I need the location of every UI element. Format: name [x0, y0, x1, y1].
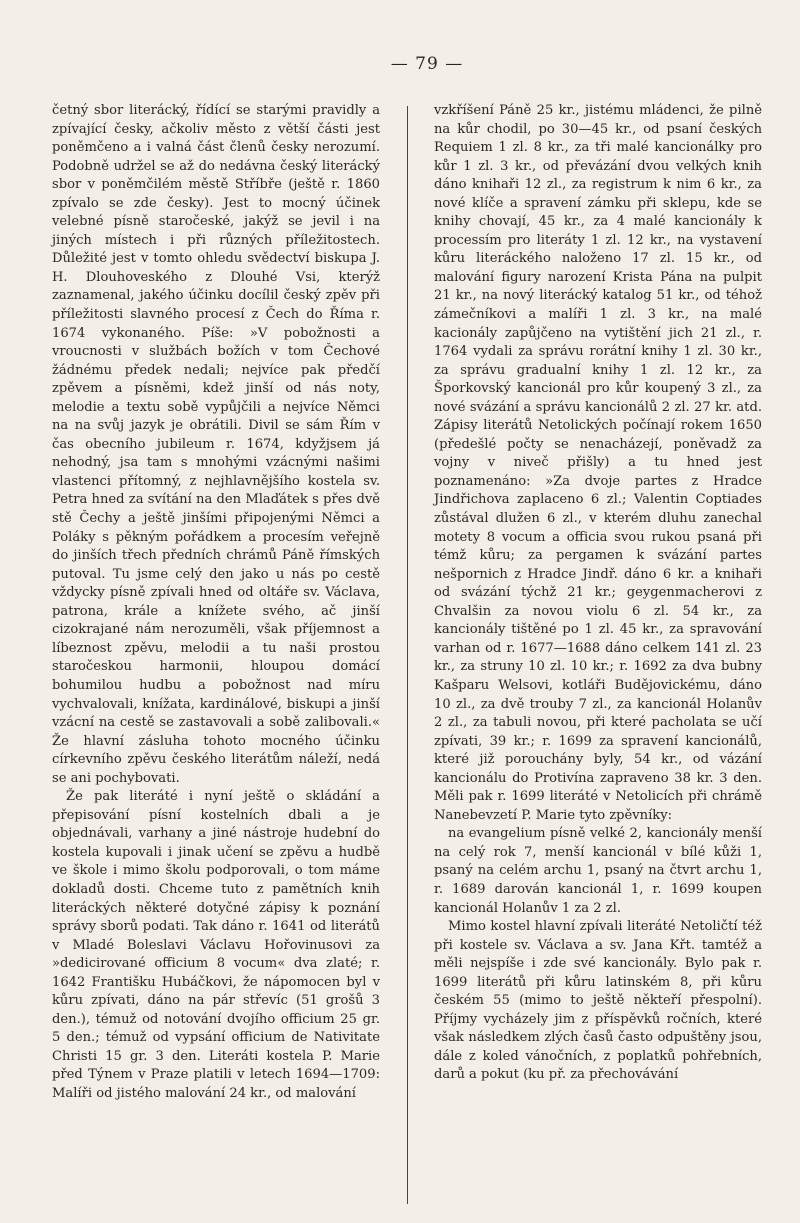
- right-paragraph-3: Mimo kostel hlavní zpívali literáté Netoličtí též při kostele sv. Václava a sv. Jana Křt. tamtéž a měli nejspíše i zde své kancionály. Bylo pak r. 1699 literátů při kůru latinském 8, při kůru českém 55 (mimo to ještě někteří přespolní). Příjmy vycházely jim z příspěvků ročních, které však následkem zlých časů často odpuštěny jsou, dále z koled vánočních, z poplatků pohřebních, darů a pokut (ku př. za přechovávání: [434, 919, 762, 1083]
- right-column: [434, 102, 762, 1204]
- left-paragraph-2: Že pak literáté i nyní ještě o skládání a přepisování písní kostelních dbali a je objednávali, varhany a jiné nástroje hudební do kostela kupovali i jinak učení se zpěvu a hudbě ve škole i mimo školu podporovali, o tom máme dokladů dosti. Chceme tuto z pamětních knih literáckých některé dotyčné zápisy k poznání správy sborů podati. Tak dáno r. 1641 od literátů v Mladé Boleslavi Václavu Hořovinusovi za »dedicirované officium 8 vocum« dva zlaté; r. 1642 Františku Hubáčkovi, že nápomocen byl v kůru zpívati, dáno na pár střevíc (51 grošů 3 den.), témuž od notování dvojího officium 25 gr. 5 den.; témuž od vypsání officium de Nativitate Christi 15 gr. 3 den. Literáti kostela P. Marie před Týnem v Praze platili v letech 1694—1709: Malíři od jistého malování 24 kr., od malování: [52, 789, 380, 1101]
- column-divider: [407, 106, 408, 1204]
- page-number: — 79 —: [390, 54, 464, 74]
- right-paragraph-1: vzkříšení Páně 25 kr., jistému mládenci, že pilně na kůr chodil, po 30—45 kr., od psaní českých Requiem 1 zl. 8 kr., za tři malé kancionálky pro kůr 1 zl. 3 kr., od převázání dvou velkých knih dáno knihaři 12 zl., za registrum k nim 6 kr., za nové klíče a spravení zámku při sklepu, kde se knihy chovají, 45 kr., za 4 malé kancionály k processím pro literáty 1 zl. 12 kr., na vystavení kůru literáckého naloženo 17 zl. 15 kr., od malování figury narození Krista Pána na pulpit 21 kr., na nový literácký katalog 51 kr., od téhož zámečníkovi a malíři 1 zl. 3 kr., na malé kacionály zapůjčeno na vytištění jich 21 zl., r. 1764 vydali za správu rorátní knihy 1 zl. 30 kr., za správu gradualní knihy 1 zl. 12 kr., za Šporkovský kancionál pro kůr koupený 3 zl., za nové svázání a správu kancionálů 2 zl. 27 kr. atd. Zápisy literátů Netolických počínají rokem 1650 (předešlé počty se nenacházejí, poněvadž za vojny v niveč přišly) a tu hned jest poznamenáno: »Za dvoje partes z Hradce Jindřichova zaplaceno 6 zl.; Valentin Coptiades zůstával dlužen 6 zl., v kterém dluhu zanechal motety 8 vocum a officia svou rukou psaná při témž kůru; za pergamen k svázání partes nešpornich z Hradce Jindř. dáno 6 kr. a knihaři od svázání týchž 21 kr.; geygenmacherovi z Chvalšin za novou violu 6 zl. 54 kr., za kancionály tištěné po 1 zl. 45 kr., za spravování varhan od r. 1677—1688 dáno celkem 141 zl. 23 kr., za struny 10 zl. 10 kr.; r. 1692 za dva bubny Kašparu Welsovi, kotláři Budějovickému, dáno 10 zl., za dvě trouby 7 zl., za kancionál Holanův 2 zl., za tabuli novou, při které pacholata se učí zpívati, 39 kr.; r. 1699 za spravení kancionálů, které již porouchány byly, 54 kr., od vázání kancionálu do Protivína zapraveno 38 kr. 3 den. Měli pak r. 1699 literáté v Netolicích při chrámě Nanebevzetí P. Marie tyto zpěvníky:: [434, 103, 762, 823]
- right-paragraph-2: na evangelium písně velké 2, kancionály menší na celý rok 7, menší kancionál v bílé kůži 1, psaný na celém archu 1, psaný na čtvrt archu 1, r. 1689 darován kancionál 1, r. 1699 koupen kancionál Holanův 1 za 2 zl.: [434, 826, 762, 916]
- two-column-body: [52, 102, 762, 1204]
- left-column: [52, 102, 380, 1204]
- left-paragraph-1: četný sbor literácký, řídící se starými pravidly a zpívající česky, ačkoliv město z větší části jest poněmčeno a i valná část členů česky nerozumí. Podobně udržel se až do nedávna český literácký sbor v poněmčilém městě Stříbře (ještě r. 1860 zpívalo se zde česky). Jest to mocný účinek velebné písně staročeské, jakýž se jevil i na jiných místech i při různých příležitostech. Důležité jest v tomto ohledu svědectví biskupa J. H. Dlouhoveského z Dlouhé Vsi, kterýž zaznamenal, jakého účinku docílil český zpěv při příležitosti slavného procesí z Čech do Říma r. 1674 vykonaného. Píše: »V pobožnosti a vroucnosti v službách božích v tom Čechové žádnému předek nedali; nejvíce pak předčí zpěvem a písněmi, kdež jinší od nás noty, melodie a textu sobě vypůjčili a nejvíce Němci na na svůj jazyk je obrátili. Divil se sám Řím v čas obecního jubileum r. 1674, kdyžjsem já nehodný, jsa tam s mnohými vzácnými našimi vlastenci přítomný, z nejhlavnějšího kostela sv. Petra hned za svítání na den Mlaďátek s přes dvě stě Čechy a ještě jinšími připojenými Němci a Poláky s pěkným pořádkem a procesím veřejně do jinších třech předních chrámů Páně římských putoval. Tu jsme celý den jako u nás po cestě vždycky písně zpívali hned od oltáře sv. Václava, patrona, krále a knížete svého, ač jinší cizokrajané nám nerozuměli, však příjemnost a líbeznost zpěvu, melodii a tu naši prostou staročeskou harmonii, hloupou domácí bohumilou hudbu a pobožnost nad míru vychvalovali, knížata, kardinálové, biskupi a jinší vzácní na cestě se zastavovali a sobě zalibovali.« Že hlavní zásluha tohoto mocného účinku církevního zpěvu českého literátům náleží, nedá se ani pochybovati.: [52, 103, 380, 786]
